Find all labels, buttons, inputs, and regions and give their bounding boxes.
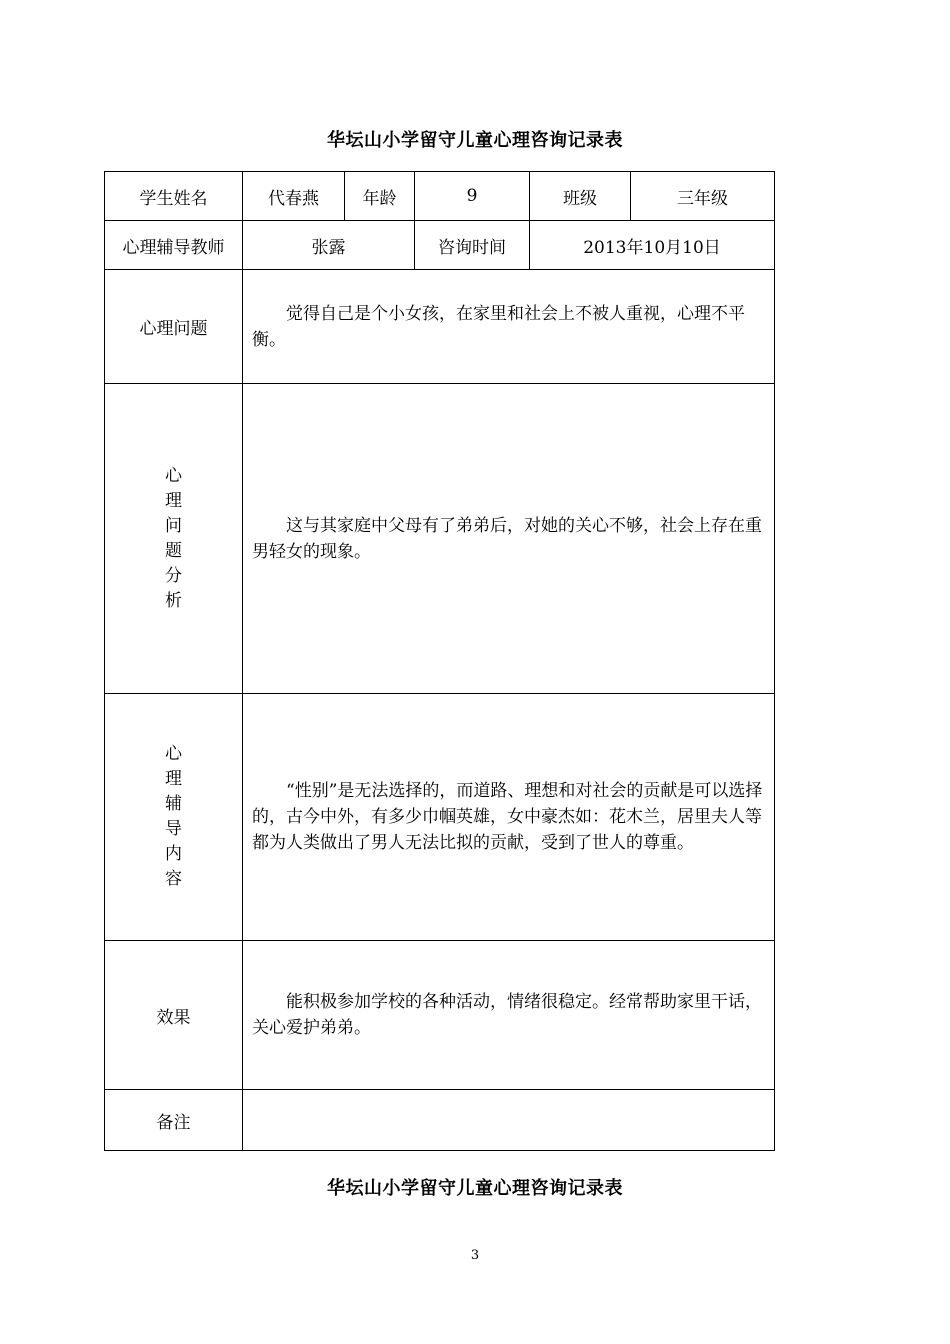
guidance-label-char: 理 [165,769,182,789]
consultation-record-table [104,171,775,1151]
effect-text: 能积极参加学校的各种活动，情绪很稳定。经常帮助家里干话，关心爱护弟弟。 [252,992,762,1038]
table-row [105,694,775,941]
student-name-label: 学生姓名 [105,172,243,221]
effect-label: 效果 [105,941,243,1090]
table-row [105,172,775,221]
table-row [105,1090,775,1151]
guidance-label [105,694,243,941]
analysis-label-char: 理 [165,490,182,511]
analysis-label-char: 题 [165,540,182,561]
remarks-label: 备注 [105,1090,243,1151]
class-label: 班级 [530,172,631,221]
class-value: 三年级 [631,172,775,221]
table-row [105,221,775,270]
next-page-title: 华坛山小学留守儿童心理咨询记录表 [327,1178,623,1199]
table-row [105,270,775,384]
guidance-label-char: 容 [165,869,182,889]
analysis-label [105,384,243,694]
analysis-label-char: 分 [165,565,182,586]
remarks-value [243,1090,775,1151]
problem-text: 觉得自己是个小女孩，在家里和社会上不被人重视，心理不平衡。 [252,303,745,350]
guidance-label-char: 内 [165,844,182,864]
teacher-label: 心理辅导教师 [105,221,243,270]
effect-cell [243,941,775,1090]
time-label: 咨询时间 [415,221,530,270]
table-row [105,384,775,694]
analysis-text: 这与其家庭中父母有了弟弟后，对她的关心不够，社会上存在重男轻女的现象。 [252,515,762,562]
age-label: 年龄 [345,172,415,221]
analysis-cell [243,384,775,694]
guidance-text: “性别”是无法选择的，而道路、理想和对社会的贡献是可以选择的，古今中外，有多少巾帼英雄，女中豪杰如：花木兰，居里夫人等都为人类做出了男人无法比拟的贡献，受到了世人的尊重。 [252,781,763,853]
page-number: 3 [470,1248,480,1263]
guidance-label-char: 导 [165,819,182,839]
student-name-value: 代春燕 [243,172,345,221]
time-value: 2013年10月10日 [530,221,775,270]
guidance-cell [243,694,775,941]
guidance-label-char: 心 [165,744,182,764]
age-value: 9 [415,172,530,221]
table-row [105,941,775,1090]
analysis-label-char: 析 [165,590,182,611]
analysis-label-char: 心 [165,465,182,486]
page-title: 华坛山小学留守儿童心理咨询记录表 [327,130,623,151]
guidance-label-char: 辅 [165,794,182,814]
teacher-value: 张露 [243,221,415,270]
problem-label: 心理问题 [105,270,243,384]
problem-cell [243,270,775,384]
analysis-label-char: 问 [165,515,182,536]
